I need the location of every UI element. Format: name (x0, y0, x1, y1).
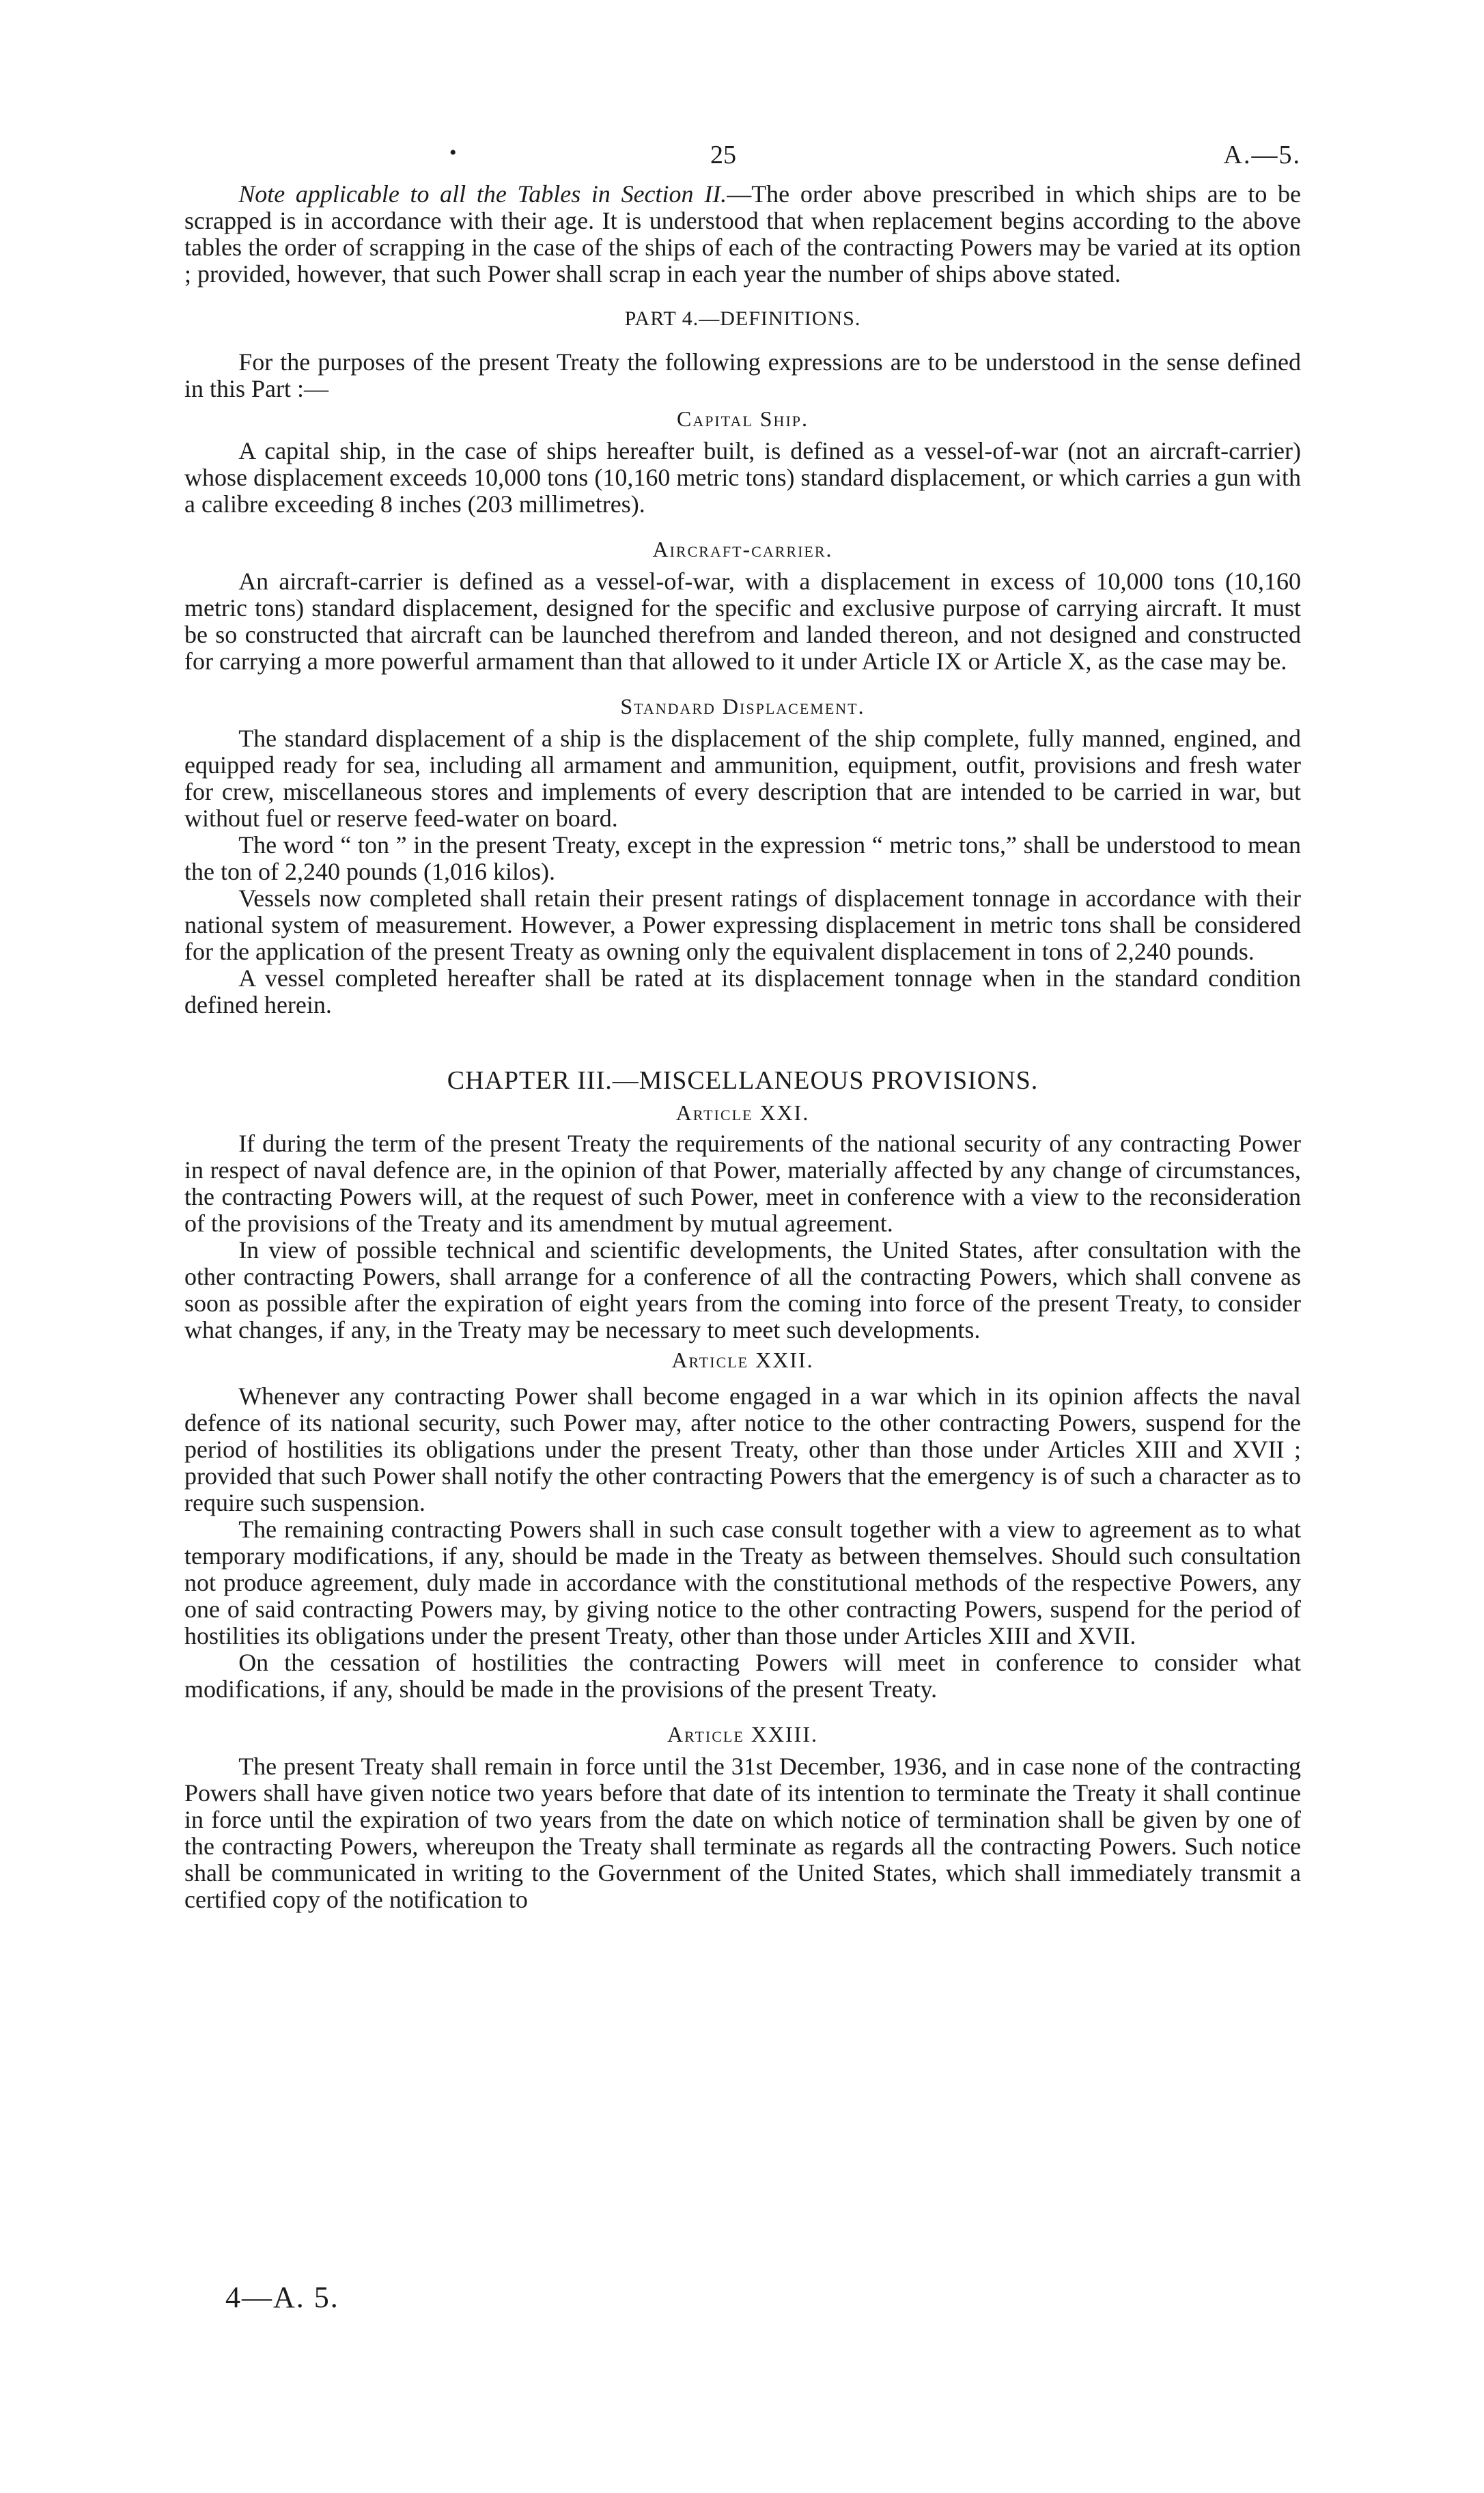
standard-displacement-heading: Standard Displacement. (620, 694, 865, 719)
future-vessels-paragraph: A vessel completed hereafter shall be rated at its displacement tonnage when in the standard condition defined herein. (184, 964, 1301, 1018)
note-text: —The order above prescribed in which ships are to be scrapped is in accordance with their age. It is understood that when replacement begins according to the above tables the order of scrapping in the case of the ships of each of the contracting Powers may be varied at its option ; provided, however, that such Power shall scrap in each year the number of ships above stated. (184, 180, 1301, 288)
ton-definition-paragraph: The word “ ton ” in the present Treaty, except in the expression “ metric tons,” shall be understood to mean the ton of 2,240 pounds (1,016 kilos). (184, 831, 1301, 885)
article-22-paragraph-1: Whenever any contracting Power shall become engaged in a war which in its opinion affects the naval defence of its national security, such Power may, after notice to the other contracting Powers, suspend for the period of hostilities its obligations under the present Treaty, other than those under Articles XIII and XVII ; provided that such Power shall notify the other contracting Powers that the emergency is of such a character as to require such suspension. (184, 1382, 1301, 1516)
page-number: 25 (710, 141, 736, 169)
document-page (184, 140, 1301, 1913)
header-bullet: • (449, 141, 457, 164)
chapter-title: CHAPTER III.—MISCELLANEOUS PROVISIONS. (447, 1066, 1039, 1095)
existing-vessels-paragraph: Vessels now completed shall retain their present ratings of displacement tonnage in accordance with their national system of measurement. However, a Power expressing displacement in metric tons shall be considered for the application of the present Treaty as owning only the equivalent displacement in tons of 2,240 pounds. (184, 885, 1301, 965)
page-header (184, 140, 1301, 181)
printer-signature: 4—A. 5. (225, 2281, 339, 2314)
note-lead: Note applicable to all the Tables in Section II. (238, 180, 727, 208)
article-22-paragraph-2: The remaining contracting Powers shall in such case consult together with a view to agreement as to what temporary modifications, if any, should be made in the Treaty as between themselves. Should such consultation not produce agreement, duly made in accordance with the constitutional methods of the respective Powers, any one of said contracting Powers may, by giving notice to the other contracting Powers, suspend for the period of hostilities its obligations under the present Treaty, other than those under Articles XIII and XVII. (184, 1516, 1301, 1649)
article-21-heading: Article XXI. (675, 1100, 810, 1125)
capital-ship-heading: Capital Ship. (676, 406, 809, 431)
article-21-paragraph-1: If during the term of the present Treaty the requirements of the national security of any contracting Power in respect of naval defence are, in the opinion of that Power, materially affected by any change of circumstances, the contracting Powers will, at the request of such Power, meet in conference with a view to the reconsideration of the provisions of the Treaty and its amendment by mutual agreement. (184, 1130, 1301, 1237)
article-23-paragraph-1: The present Treaty shall remain in force until the 31st December, 1936, and in case none of the contracting Powers shall have given notice two years before that date of its intention to terminate the Treaty it shall continue in force until the expiration of two years from the date on which notice of termination shall be given by one of the contracting Powers, whereupon the Treaty shall terminate as regards all the contracting Powers. Such notice shall be communicated in writing to the Government of the United States, which shall immediately transmit a certified copy of the notification to (184, 1753, 1301, 1913)
article-21-paragraph-2: In view of possible technical and scientific developments, the United States, after consultation with the other contracting Powers, shall arrange for a conference of all the contracting Powers, which shall convene as soon as possible after the expiration of eight years from the coming into force of the present Treaty, to consider what changes, if any, in the Treaty may be necessary to meet such developments. (184, 1236, 1301, 1343)
document-reference: A.—5. (1223, 141, 1301, 169)
aircraft-carrier-definition: An aircraft-carrier is defined as a vessel-of-war, with a displacement in excess of 10,000 tons (10,160 metric tons) standard displacement, designed for the specific and exclusive purpose of carrying aircraft. It must be so constructed that aircraft can be launched therefrom and landed thereon, and not designed and constructed for carrying a more powerful armament than that allowed to it under Article IX or Article X, as the case may be. (184, 568, 1301, 675)
definitions-intro: For the purposes of the present Treaty the following expressions are to be understood in the sense defined in this Part :— (184, 348, 1301, 402)
aircraft-carrier-heading: Aircraft-carrier. (652, 537, 833, 561)
article-22-heading: Article XXII. (671, 1348, 814, 1372)
part-title: PART 4.—DEFINITIONS. (624, 307, 861, 330)
standard-displacement-paragraph: The standard displacement of a ship is the displacement of the ship complete, fully manned, engined, and equipped ready for sea, including all armament and ammunition, equipment, outfit, provisions and fresh water for crew, miscellaneous stores and implements of every description that are intended to be carried in war, but without fuel or reserve feed-water on board. (184, 725, 1301, 832)
article-23-heading: Article XXIII. (667, 1722, 818, 1746)
tables-note (184, 181, 1301, 288)
capital-ship-definition: A capital ship, in the case of ships hereafter built, is defined as a vessel-of-war (not an aircraft-carrier) whose displacement exceeds 10,000 tons (10,160 metric tons) standard displacement, or which carries a gun with a calibre exceeding 8 inches (203 millimetres). (184, 437, 1301, 518)
article-22-paragraph-3: On the cessation of hostilities the contracting Powers will meet in conference to consider what modifications, if any, should be made in the provisions of the present Treaty. (184, 1649, 1301, 1703)
